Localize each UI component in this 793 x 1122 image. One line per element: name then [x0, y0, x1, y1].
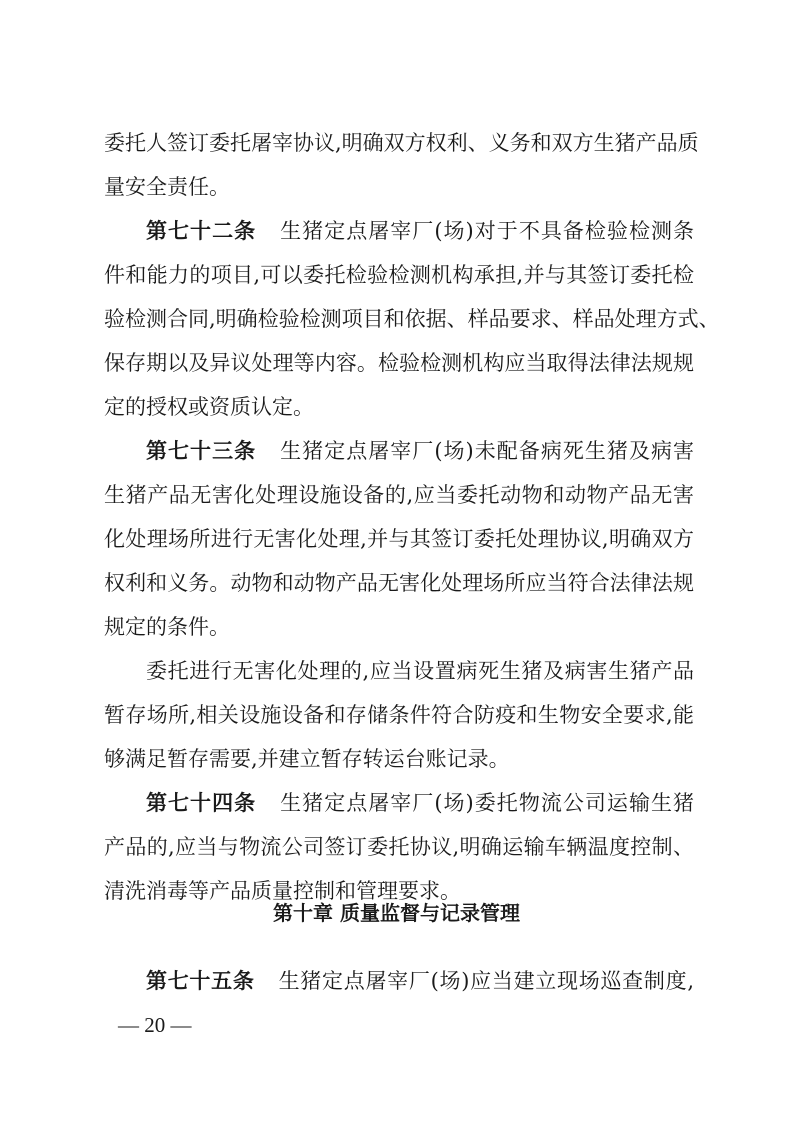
article-75-heading: 第七十五条	[146, 969, 255, 993]
text-line: 权利和义务。动物和动物产品无害化处理场所应当符合法律法规	[104, 571, 694, 595]
text-line: 验检测合同,明确检验检测项目和依据、样品要求、样品处理方式、	[104, 307, 720, 331]
text-line: 保存期以及异议处理等内容。检验检测机构应当取得法律法规规	[104, 351, 694, 375]
text-line: 委托人签订委托屠宰协议,明确双方权利、义务和双方生猪产品质	[104, 131, 699, 155]
text-line: 够满足暂存需要,并建立暂存转运台账记录。	[104, 747, 510, 771]
text-line: 委托进行无害化处理的,应当设置病死生猪及病害生猪产品	[146, 659, 694, 683]
text-line: 产品的,应当与物流公司签订委托协议,明确运输车辆温度控制、	[104, 835, 694, 859]
article-72-text: 生猪定点屠宰厂(场)对于不具备检验检测条	[280, 219, 695, 243]
article-74-line	[146, 788, 694, 818]
text-line: 定的授权或资质认定。	[104, 395, 314, 419]
text-line: 量安全责任。	[104, 175, 230, 199]
article-73-heading: 第七十三条	[146, 439, 257, 463]
article-74-heading: 第七十四条	[146, 791, 257, 815]
article-74-text: 生猪定点屠宰厂(场)委托物流公司运输生猪	[280, 791, 695, 815]
article-73-line	[146, 436, 694, 466]
article-73-text: 生猪定点屠宰厂(场)未配备病死生猪及病害	[280, 439, 695, 463]
page-number: — 20 —	[118, 1013, 192, 1037]
text-line: 清洗消毒等产品质量控制和管理要求。	[104, 879, 461, 903]
text-line: 生猪产品无害化处理设施设备的,应当委托动物和动物产品无害	[104, 483, 694, 507]
text-line: 暂存场所,相关设施设备和存储条件符合防疫和生物安全要求,能	[104, 703, 694, 727]
article-75-line	[146, 966, 694, 996]
article-72-heading: 第七十二条	[146, 219, 257, 243]
text-line: 件和能力的项目,可以委托检验检测机构承担,并与其签订委托检	[104, 263, 694, 287]
article-72-line	[146, 216, 694, 246]
text-line: 化处理场所进行无害化处理,并与其签订委托处理协议,明确双方	[104, 527, 694, 551]
text-line: 规定的条件。	[104, 615, 230, 639]
article-75-text: 生猪定点屠宰厂(场)应当建立现场巡查制度,	[278, 969, 695, 993]
chapter-title: 第十章 质量监督与记录管理	[273, 901, 520, 925]
